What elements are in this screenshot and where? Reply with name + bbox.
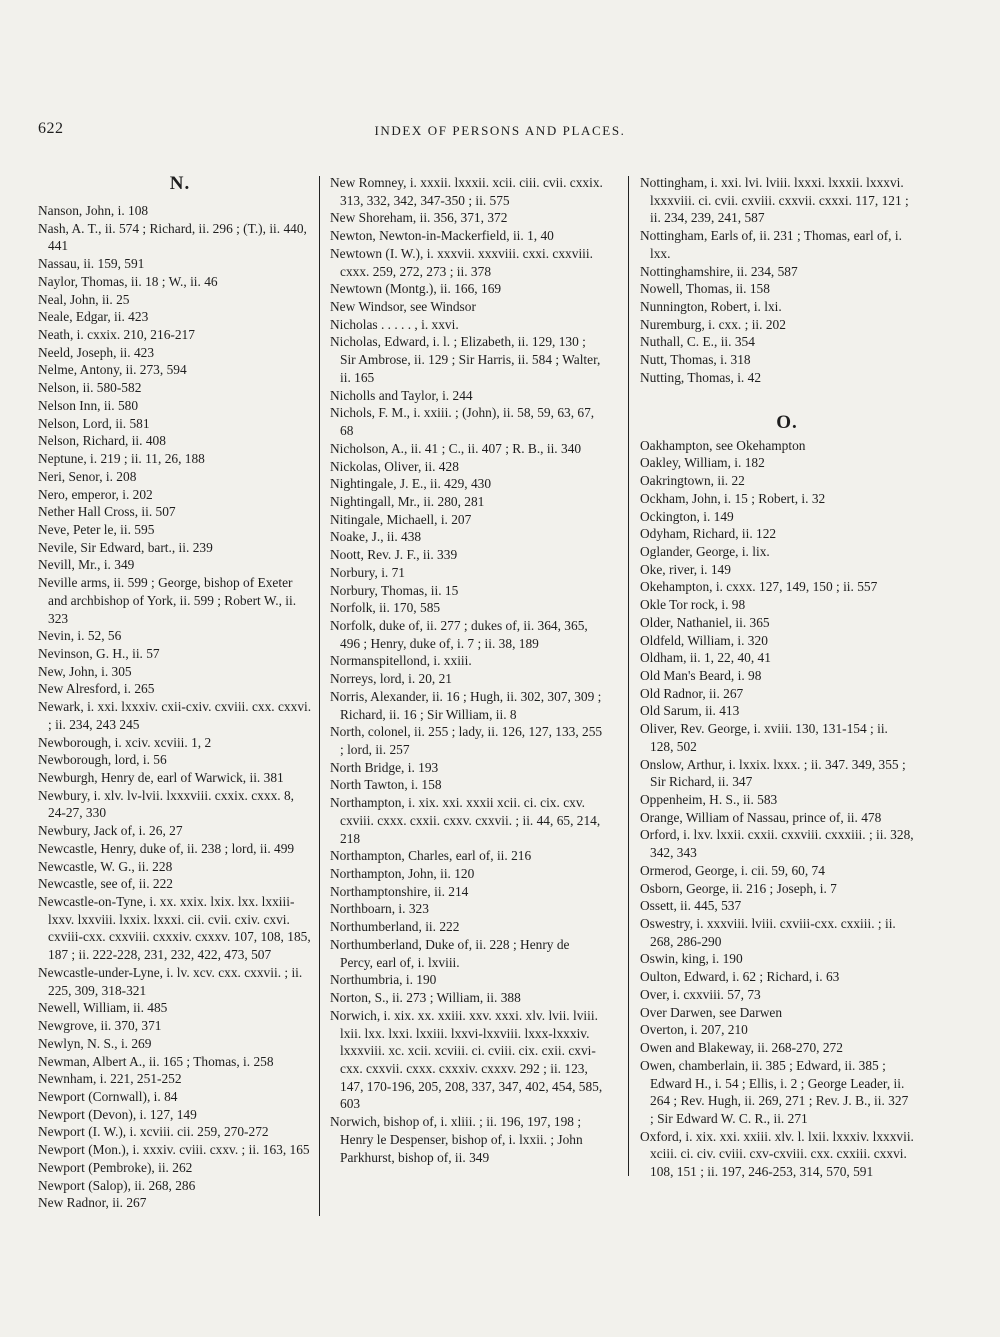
- index-entry: Nunnington, Robert, i. lxi.: [640, 299, 782, 315]
- index-entry: Northumberland, ii. 222: [330, 919, 460, 935]
- index-column-3: [640, 174, 914, 1181]
- index-entry: Nelme, Antony, ii. 273, 594: [38, 362, 187, 378]
- section-heading-o: O.: [776, 411, 798, 433]
- index-entry: Newborough, i. xciv. xcviii. 1, 2: [38, 734, 212, 750]
- index-entry: Nicholas . . . . . , i. xxvi.: [330, 316, 459, 332]
- index-entry: Newport (Cornwall), i. 84: [38, 1088, 178, 1104]
- index-entry: Nevin, i. 52, 56: [38, 628, 122, 644]
- index-entry: Neve, Peter le, ii. 595: [38, 521, 155, 537]
- index-entry: Norfolk, duke of, ii. 277 ; dukes of, ii. 364, 365, 496 ; Henry, duke of, i. 7 ; ii. 38, 189: [330, 617, 588, 651]
- index-entry: Orford, i. lxv. lxxii. cxxii. cxxviii. cxxxiii. ; ii. 328, 342, 343: [640, 827, 914, 861]
- index-entry: Nicholls and Taylor, i. 244: [330, 387, 473, 403]
- index-entry: Newport (Mon.), i. xxxiv. cviii. cxxv. ; ii. 163, 165: [38, 1142, 310, 1158]
- index-entry: Oakley, William, i. 182: [640, 455, 765, 471]
- index-entry: Ossett, ii. 445, 537: [640, 898, 742, 914]
- index-entry: Old Sarum, ii. 413: [640, 703, 740, 719]
- index-entry: Nassau, ii. 159, 591: [38, 256, 145, 272]
- index-entry: Neville arms, ii. 599 ; George, bishop of Exeter and archbishop of York, ii. 599 ; Robert W., ii. 323: [38, 575, 297, 626]
- index-entry: Okehampton, i. cxxx. 127, 149, 150 ; ii. 557: [640, 579, 878, 595]
- index-entry: Newcastle, see of, ii. 222: [38, 876, 173, 892]
- index-entry: Nottingham, i. xxi. lvi. lviii. lxxxi. lxxxii. lxxxvi. lxxxviii. ci. cvii. cxviii. cxxvii. cxxxi. 117, 121 ; ii. 234, 239, 241, 587: [640, 175, 909, 226]
- index-entry: Ockington, i. 149: [640, 508, 734, 524]
- index-entry: North, colonel, ii. 255 ; lady, ii. 126, 127, 133, 255 ; lord, ii. 257: [330, 724, 603, 757]
- index-entry: Nitingale, Michaell, i. 207: [330, 511, 472, 527]
- index-entry: Normanspitellond, i. xxiii.: [330, 653, 472, 669]
- index-entry: Nichols, F. M., i. xxiii. ; (John), ii. 58, 59, 63, 67, 68: [330, 405, 595, 439]
- index-entry: Ockham, John, i. 15 ; Robert, i. 32: [640, 490, 826, 506]
- index-entry: Oxford, i. xix. xxi. xxiii. xlv. l. lxii. lxxxiv. lxxxvii. xciii. ci. civ. cviii. cxv-cxviii. cxx. cxxiii. cxxvi. 108, 151 ; ii. 197, 246-253, 314, 570, 591: [640, 1128, 914, 1180]
- index-entry: Neeld, Joseph, ii. 423: [38, 344, 155, 360]
- index-entry: Nickolas, Oliver, ii. 428: [330, 458, 459, 474]
- index-entry: Nelson, Richard, ii. 408: [38, 433, 166, 449]
- index-entry: Nottingham, Earls of, ii. 231 ; Thomas, earl of, i. lxx.: [640, 228, 902, 261]
- index-entry: Naylor, Thomas, ii. 18 ; W., ii. 46: [38, 273, 218, 289]
- index-column-1: [38, 174, 312, 1212]
- index-entry: Older, Nathaniel, ii. 365: [640, 614, 770, 630]
- index-entry: Neale, Edgar, ii. 423: [38, 309, 149, 325]
- index-entry: Osborn, George, ii. 216 ; Joseph, i. 7: [640, 880, 837, 896]
- index-entry: Old Man's Beard, i. 98: [640, 667, 762, 683]
- index-column-2: [330, 174, 604, 1166]
- index-entry: Newbury, i. xlv. lv-lvii. lxxxviii. cxxix. cxxx. 8, 24-27, 330: [38, 787, 295, 821]
- index-entry: New Windsor, see Windsor: [330, 299, 476, 315]
- index-entry: Nuremburg, i. cxx. ; ii. 202: [640, 316, 786, 332]
- index-entry: Neal, John, ii. 25: [38, 291, 130, 307]
- index-entry: Newton, Newton-in-Mackerfield, ii. 1, 40: [330, 228, 554, 244]
- index-entry: Newtown (Montg.), ii. 166, 169: [330, 281, 502, 297]
- section-heading-n: N.: [169, 173, 191, 194]
- index-entry: Nevile, Sir Edward, bart., ii. 239: [38, 539, 213, 555]
- index-entry: Nero, emperor, i. 202: [38, 486, 153, 502]
- index-entry: Nevill, Mr., i. 349: [38, 557, 135, 573]
- index-entry: Newcastle, Henry, duke of, ii. 238 ; lord, ii. 499: [38, 840, 295, 856]
- index-entry: Northboarn, i. 323: [330, 901, 429, 917]
- index-entry: Nutting, Thomas, i. 42: [640, 369, 762, 385]
- index-entry: New Shoreham, ii. 356, 371, 372: [330, 210, 508, 226]
- index-entry: Noott, Rev. J. F., ii. 339: [330, 547, 458, 563]
- index-entry: Newtown (I. W.), i. xxxvii. xxxviii. cxxi. cxxviii. cxxx. 259, 272, 273 ; ii. 378: [330, 245, 593, 279]
- index-entry: Over Darwen, see Darwen: [640, 1004, 783, 1020]
- index-entry: Oakringtown, ii. 22: [640, 473, 745, 489]
- index-entry: Orange, William of Nassau, prince of, ii. 478: [640, 809, 882, 825]
- index-entry: Nowell, Thomas, ii. 158: [640, 281, 770, 297]
- index-entry: Owen, chamberlain, ii. 385 ; Edward, ii. 385 ; Edward H., i. 54 ; Ellis, i. 2 ; George Leader, ii. 264 ; Rev. Hugh, ii. 269, 271 ; Rev. J. B., ii. 327 ; Sir Edward W. C. R., ii. 271: [640, 1057, 909, 1126]
- index-entry: New Alresford, i. 265: [38, 681, 155, 697]
- index-entry: Norfolk, ii. 170, 585: [330, 600, 441, 616]
- index-entry: Nottinghamshire, ii. 234, 587: [640, 263, 798, 279]
- index-entry: Norreys, lord, i. 20, 21: [330, 671, 452, 687]
- index-entry: Nicholson, A., ii. 41 ; C., ii. 407 ; R. B., ii. 340: [330, 440, 582, 456]
- index-entry: Newlyn, N. S., i. 269: [38, 1035, 152, 1051]
- index-entry: Norbury, i. 71: [330, 564, 406, 580]
- index-entry: Norris, Alexander, ii. 16 ; Hugh, ii. 302, 307, 309 ; Richard, ii. 16 ; Sir William, ii. 8: [330, 688, 602, 722]
- index-entry: Newcastle-under-Lyne, i. lv. xcv. cxx. cxxvii. ; ii. 225, 309, 318-321: [38, 964, 303, 998]
- index-entry: Nelson, ii. 580-582: [38, 380, 142, 396]
- index-entry: Northumbria, i. 190: [330, 972, 437, 988]
- index-entry: Newnham, i. 221, 251-252: [38, 1071, 182, 1087]
- index-entry: Old Radnor, ii. 267: [640, 685, 744, 701]
- index-entry: New Radnor, ii. 267: [38, 1195, 147, 1211]
- index-entry: Oldfeld, William, i. 320: [640, 632, 768, 648]
- index-entry: Onslow, Arthur, i. lxxix. lxxx. ; ii. 347. 349, 355 ; Sir Richard, ii. 347: [640, 756, 906, 790]
- index-entry: Nightingall, Mr., ii. 280, 281: [330, 493, 485, 509]
- index-entry: Nelson Inn, ii. 580: [38, 397, 139, 413]
- index-entry: Odyham, Richard, ii. 122: [640, 526, 777, 542]
- index-entry: Newport (Devon), i. 127, 149: [38, 1106, 197, 1122]
- index-entry: North Tawton, i. 158: [330, 777, 442, 793]
- index-entry: Newport (I. W.), i. xcviii. cii. 259, 270-272: [38, 1124, 269, 1140]
- index-entry: Oke, river, i. 149: [640, 561, 731, 577]
- index-entry: Overton, i. 207, 210: [640, 1022, 748, 1038]
- index-entry: Nightingale, J. E., ii. 429, 430: [330, 476, 492, 492]
- index-entry: Newbury, Jack of, i. 26, 27: [38, 823, 183, 839]
- index-entry: Newburgh, Henry de, earl of Warwick, ii. 381: [38, 770, 284, 785]
- index-entry: Newell, William, ii. 485: [38, 1000, 168, 1016]
- index-entry: Nevinson, G. H., ii. 57: [38, 645, 160, 661]
- index-entry: Nuthall, C. E., ii. 354: [640, 334, 755, 350]
- index-entry: Oswestry, i. xxxviii. lviii. cxviii-cxx. cxxiii. ; ii. 268, 286-290: [640, 916, 896, 949]
- index-entry: Newcastle-on-Tyne, i. xx. xxix. lxix. lxx. lxxiii-lxxv. lxxviii. lxxix. lxxxi. cii. cvii. cxiv. cxvi. cxviii-cxx. cxxviii. cxxxiv. cxxxv. 107, 108, 185, 187 ; ii. 222-228, 231, 232, 422, 473, 507: [38, 894, 311, 963]
- index-entry: Neptune, i. 219 ; ii. 11, 26, 188: [38, 451, 205, 467]
- column-divider: [319, 176, 320, 1216]
- index-entry: Oulton, Edward, i. 62 ; Richard, i. 63: [640, 969, 840, 985]
- index-entry: Northampton, John, ii. 120: [330, 866, 475, 882]
- index-entry: Norwich, bishop of, i. xliii. ; ii. 196, 197, 198 ; Henry le Despenser, bishop of, i. lxxii. ; John Parkhurst, bishop of, ii. 349: [330, 1114, 583, 1165]
- index-entry: Nanson, John, i. 108: [38, 203, 149, 218]
- index-entry: Neath, i. cxxix. 210, 216-217: [38, 327, 195, 343]
- index-entry: Newport (Pembroke), ii. 262: [38, 1159, 193, 1175]
- index-entry: Oldham, ii. 1, 22, 40, 41: [640, 650, 771, 666]
- index-entry: Northumberland, Duke of, ii. 228 ; Henry de Percy, earl of, i. lxviii.: [330, 936, 570, 970]
- index-entry: Newport (Salop), ii. 268, 286: [38, 1177, 196, 1193]
- index-entry: Nutt, Thomas, i. 318: [640, 352, 751, 368]
- index-entry: Newcastle, W. G., ii. 228: [38, 858, 173, 874]
- index-entry: New Romney, i. xxxii. lxxxii. xcii. ciii. cvii. cxxix. 313, 332, 342, 347-350 ; ii. 575: [330, 175, 603, 208]
- index-entry: Nether Hall Cross, ii. 507: [38, 504, 176, 520]
- column-divider: [628, 176, 629, 1176]
- index-entry: Norbury, Thomas, ii. 15: [330, 582, 459, 598]
- index-entry: Oswin, king, i. 190: [640, 951, 743, 967]
- index-entry: Noake, J., ii. 438: [330, 529, 422, 545]
- page-number: 622: [38, 120, 64, 137]
- index-entry: Newman, Albert A., ii. 165 ; Thomas, i. 258: [38, 1053, 274, 1069]
- index-entry: Newgrove, ii. 370, 371: [38, 1018, 162, 1034]
- index-entry: Oakhampton, see Okehampton: [640, 437, 806, 453]
- index-entry: Owen and Blakeway, ii. 268-270, 272: [640, 1040, 843, 1056]
- index-entry: Nash, A. T., ii. 574 ; Richard, ii. 296 ; (T.), ii. 440, 441: [38, 220, 307, 254]
- index-entry: Newborough, lord, i. 56: [38, 752, 167, 768]
- index-entry: New, John, i. 305: [38, 663, 132, 679]
- index-entry: Oglander, George, i. lix.: [640, 543, 770, 559]
- index-entry: Neri, Senor, i. 208: [38, 468, 137, 484]
- index-entry: Norton, S., ii. 273 ; William, ii. 388: [330, 990, 521, 1006]
- index-entry: Oliver, Rev. George, i. xviii. 130, 131-154 ; ii. 128, 502: [640, 721, 888, 754]
- index-entry: Norwich, i. xix. xx. xxiii. xxv. xxxi. xlv. lvii. lviii. lxii. lxx. lxxi. lxxiii. lxxvi-lxxviii. lxxx-lxxxiv. lxxxviii. xc. xcii. xcviii. ci. cviii. cix. cxii. cxvi-cxx. cxxvii. cxxx. cxxxiv. cxxxv. 292 ; ii. 123, 147, 170-196, 205, 208, 337, 347, 402, 454, 585, 603: [330, 1007, 603, 1112]
- index-entry: Northampton, i. xix. xxi. xxxii xcii. ci. cix. cxv. cxviii. cxxx. cxxii. cxxv. cxxvii. ; ii. 44, 65, 214, 218: [330, 795, 601, 846]
- index-entry: Oppenheim, H. S., ii. 583: [640, 792, 778, 807]
- index-entry: Newark, i. xxi. lxxxiv. cxii-cxiv. cxviii. cxx. cxxvi. ; ii. 234, 243 245: [38, 699, 312, 732]
- running-head: INDEX OF PERSONS AND PLACES.: [374, 123, 626, 138]
- index-entry: Over, i. cxxviii. 57, 73: [640, 986, 761, 1002]
- index-entry: Nelson, Lord, ii. 581: [38, 415, 150, 431]
- index-entry: Northamptonshire, ii. 214: [330, 883, 469, 899]
- index-entry: Nicholas, Edward, i. l. ; Elizabeth, ii. 129, 130 ; Sir Ambrose, ii. 129 ; Sir Harris, ii. 584 ; Walter, ii. 165: [330, 334, 601, 385]
- index-entry: Northampton, Charles, earl of, ii. 216: [330, 848, 532, 864]
- index-entry: Okle Tor rock, i. 98: [640, 597, 746, 613]
- index-entry: North Bridge, i. 193: [330, 759, 439, 775]
- index-entry: Ormerod, George, i. cii. 59, 60, 74: [640, 862, 825, 878]
